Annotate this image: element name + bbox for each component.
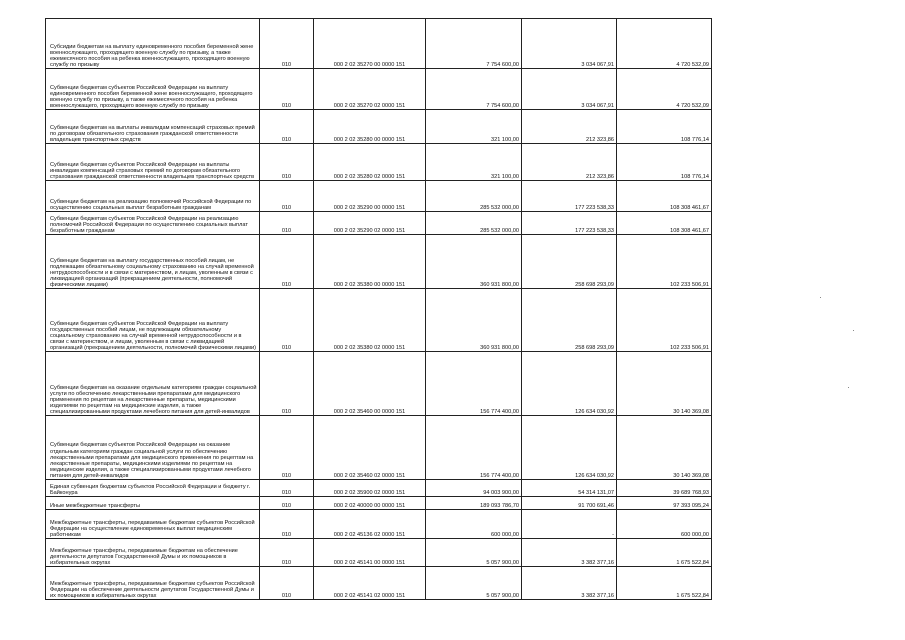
table-row (46, 212, 712, 235)
row-remainder-cell: 102 233 506,91 (617, 289, 712, 352)
row-name-cell: Межбюджетные трансферты, передаваемые бюджетам субъектов Российской Федерации на осуществление единовременных выплат медицинским работникам (46, 510, 260, 539)
row-approved-cell: 285 532 000,00 (426, 212, 522, 235)
table-row (46, 235, 712, 289)
row-code-cell: 010 (260, 352, 314, 416)
row-executed-cell: 126 634 030,92 (522, 352, 617, 416)
row-name-cell: Субвенции бюджетам на реализацию полномочий Российской Федерации по осуществлению социальных выплат безработным гражданам (46, 181, 260, 212)
table-row (46, 144, 712, 181)
row-code-cell: 010 (260, 144, 314, 181)
row-executed-cell: 258 698 293,09 (522, 289, 617, 352)
row-approved-cell: 5 057 900,00 (426, 539, 522, 567)
row-kbk-cell: 000 2 02 45136 02 0000 151 (314, 510, 426, 539)
row-name-cell: Субвенции бюджетам субъектов Российской Федерации на выплату государственных пособий лицам, не подлежащим обязательному социальному страхованию на случай временной нетрудоспособности и в связи с материнством, и лицам, уволенным в связи с ликвидацией организаций (прекращением деятельности, полномочий физическими лицами) (46, 289, 260, 352)
row-name-cell: Субвенции бюджетам на оказание отдельным категориям граждан социальной услуги по обеспечению лекарственными препаратами для медицинского применения по рецептам на лекарственные препараты, медицинскими изделиями по рецептам на медицинские изделия, а также специализированными продуктами лечебного питания для детей-инвалидов (46, 352, 260, 416)
row-remainder-cell: 108 776,14 (617, 144, 712, 181)
row-remainder-cell: 108 776,14 (617, 110, 712, 144)
row-name-cell: Межбюджетные трансферты, передаваемые бюджетам субъектов Российской Федерации на обеспечение деятельности депутатов Государственной Думы и их помощников в избирательных округах (46, 567, 260, 600)
row-approved-cell: 285 532 000,00 (426, 181, 522, 212)
row-code-cell: 010 (260, 539, 314, 567)
row-remainder-cell: 600 000,00 (617, 510, 712, 539)
row-executed-cell: 212 323,86 (522, 110, 617, 144)
row-approved-cell: 7 754 600,00 (426, 19, 522, 69)
scan-speck (848, 387, 849, 388)
row-executed-cell: 126 634 030,92 (522, 416, 617, 480)
row-code-cell: 010 (260, 181, 314, 212)
row-remainder-cell: 39 689 768,93 (617, 480, 712, 497)
row-executed-cell: - (522, 510, 617, 539)
row-kbk-cell: 000 2 02 35900 02 0000 151 (314, 480, 426, 497)
row-approved-cell: 600 000,00 (426, 510, 522, 539)
row-code-cell: 010 (260, 480, 314, 497)
row-code-cell: 010 (260, 19, 314, 69)
row-code-cell: 010 (260, 69, 314, 110)
row-kbk-cell: 000 2 02 35290 02 0000 151 (314, 212, 426, 235)
row-name-cell: Единая субвенция бюджетам субъектов Российской Федерации и бюджету г. Байконура (46, 480, 260, 497)
row-remainder-cell: 108 308 461,67 (617, 181, 712, 212)
row-executed-cell: 258 698 293,09 (522, 235, 617, 289)
row-approved-cell: 321 100,00 (426, 144, 522, 181)
row-remainder-cell: 97 393 095,24 (617, 497, 712, 510)
row-remainder-cell: 102 233 506,91 (617, 235, 712, 289)
row-code-cell: 010 (260, 510, 314, 539)
scan-speck (853, 330, 854, 331)
row-remainder-cell: 4 720 532,09 (617, 69, 712, 110)
row-code-cell: 010 (260, 416, 314, 480)
row-remainder-cell: 1 675 522,84 (617, 539, 712, 567)
row-approved-cell: 156 774 400,00 (426, 352, 522, 416)
row-kbk-cell: 000 2 02 35460 02 0000 151 (314, 416, 426, 480)
row-name-cell: Субвенции бюджетам на выплату государственных пособий лицам, не подлежащим обязательному социальному страхованию на случай временной нетрудоспособности и в связи с материнством, и лицам, уволенным в связи с ликвидацией организаций (прекращением деятельности, полномочий физическими лицами) (46, 235, 260, 289)
row-kbk-cell: 000 2 02 35270 00 0000 151 (314, 19, 426, 69)
row-executed-cell: 177 223 538,33 (522, 181, 617, 212)
table-row (46, 480, 712, 497)
row-name-cell: Иные межбюджетные трансферты (46, 497, 260, 510)
row-code-cell: 010 (260, 567, 314, 600)
row-approved-cell: 7 754 600,00 (426, 69, 522, 110)
row-executed-cell: 3 382 377,16 (522, 567, 617, 600)
row-remainder-cell: 30 140 369,08 (617, 416, 712, 480)
row-code-cell: 010 (260, 235, 314, 289)
row-executed-cell: 3 034 067,91 (522, 19, 617, 69)
row-executed-cell: 212 323,86 (522, 144, 617, 181)
row-name-cell: Субвенции бюджетам субъектов Российской Федерации на выплату единовременного пособия беременной жене военнослужащего, проходящего военную службу по призыву, а также ежемесячного пособия на ребенка военнослужащего, проходящего военную службу по призыву (46, 69, 260, 110)
row-code-cell: 010 (260, 497, 314, 510)
row-remainder-cell: 108 308 461,67 (617, 212, 712, 235)
row-name-cell: Межбюджетные трансферты, передаваемые бюджетам на обеспечение деятельности депутатов Государственной Думы и их помощников в избирательных округах (46, 539, 260, 567)
row-approved-cell: 94 003 900,00 (426, 480, 522, 497)
row-kbk-cell: 000 2 02 35270 02 0000 151 (314, 69, 426, 110)
row-name-cell: Субвенции бюджетам субъектов Российской Федерации на реализацию полномочий Российской Федерации по осуществлению социальных выплат безработным гражданам (46, 212, 260, 235)
row-remainder-cell: 30 140 369,08 (617, 352, 712, 416)
row-kbk-cell: 000 2 02 35460 00 0000 151 (314, 352, 426, 416)
row-kbk-cell: 000 2 02 35280 00 0000 151 (314, 110, 426, 144)
row-kbk-cell: 000 2 02 35280 02 0000 151 (314, 144, 426, 181)
table-row (46, 497, 712, 510)
row-code-cell: 010 (260, 110, 314, 144)
row-name-cell: Субвенции бюджетам субъектов Российской Федерации на выплаты инвалидам компенсаций страховых премий по договорам обязательного страхования гражданской ответственности владельцев транспортных средств (46, 144, 260, 181)
table-row (46, 539, 712, 567)
row-executed-cell: 54 314 131,07 (522, 480, 617, 497)
row-remainder-cell: 1 675 522,84 (617, 567, 712, 600)
row-code-cell: 010 (260, 212, 314, 235)
row-kbk-cell: 000 2 02 40000 00 0000 151 (314, 497, 426, 510)
table-row (46, 567, 712, 600)
table-row (46, 69, 712, 110)
table-row (46, 510, 712, 539)
table-body (46, 19, 712, 600)
table-row (46, 416, 712, 480)
row-kbk-cell: 000 2 02 35290 00 0000 151 (314, 181, 426, 212)
row-approved-cell: 5 057 900,00 (426, 567, 522, 600)
row-remainder-cell: 4 720 532,09 (617, 19, 712, 69)
budget-table (45, 18, 712, 600)
row-approved-cell: 360 931 800,00 (426, 289, 522, 352)
row-approved-cell: 360 931 800,00 (426, 235, 522, 289)
table-row (46, 19, 712, 69)
row-executed-cell: 177 223 538,33 (522, 212, 617, 235)
table-row (46, 181, 712, 212)
scan-speck (820, 297, 821, 298)
table-row (46, 352, 712, 416)
table-row (46, 289, 712, 352)
row-executed-cell: 3 034 067,91 (522, 69, 617, 110)
row-approved-cell: 189 093 786,70 (426, 497, 522, 510)
row-approved-cell: 156 774 400,00 (426, 416, 522, 480)
row-approved-cell: 321 100,00 (426, 110, 522, 144)
row-name-cell: Субвенции бюджетам субъектов Российской Федерации на оказание отдельным категориям граждан социальной услуги по обеспечению лекарственными препаратами для медицинского применения по рецептам на лекарственные препараты, медицинскими изделиями по рецептам на медицинские изделия, а также специализированными продуктами лечебного питания для детей-инвалидов (46, 416, 260, 480)
row-executed-cell: 91 700 691,46 (522, 497, 617, 510)
row-kbk-cell: 000 2 02 45141 00 0000 151 (314, 539, 426, 567)
row-kbk-cell: 000 2 02 45141 02 0000 151 (314, 567, 426, 600)
row-code-cell: 010 (260, 289, 314, 352)
row-name-cell: Субвенции бюджетам на выплаты инвалидам компенсаций страховых премий по договорам обязательного страхования гражданской ответственности владельцев транспортных средств (46, 110, 260, 144)
row-kbk-cell: 000 2 02 35380 02 0000 151 (314, 289, 426, 352)
row-executed-cell: 3 382 377,16 (522, 539, 617, 567)
row-kbk-cell: 000 2 02 35380 00 0000 151 (314, 235, 426, 289)
table-row (46, 110, 712, 144)
row-name-cell: Субсидии бюджетам на выплату единовременного пособия беременной жене военнослужащего, проходящего военную службу по призыву, а также ежемесячного пособия на ребенка военнослужащего, проходящего военную службу по призыву (46, 19, 260, 69)
